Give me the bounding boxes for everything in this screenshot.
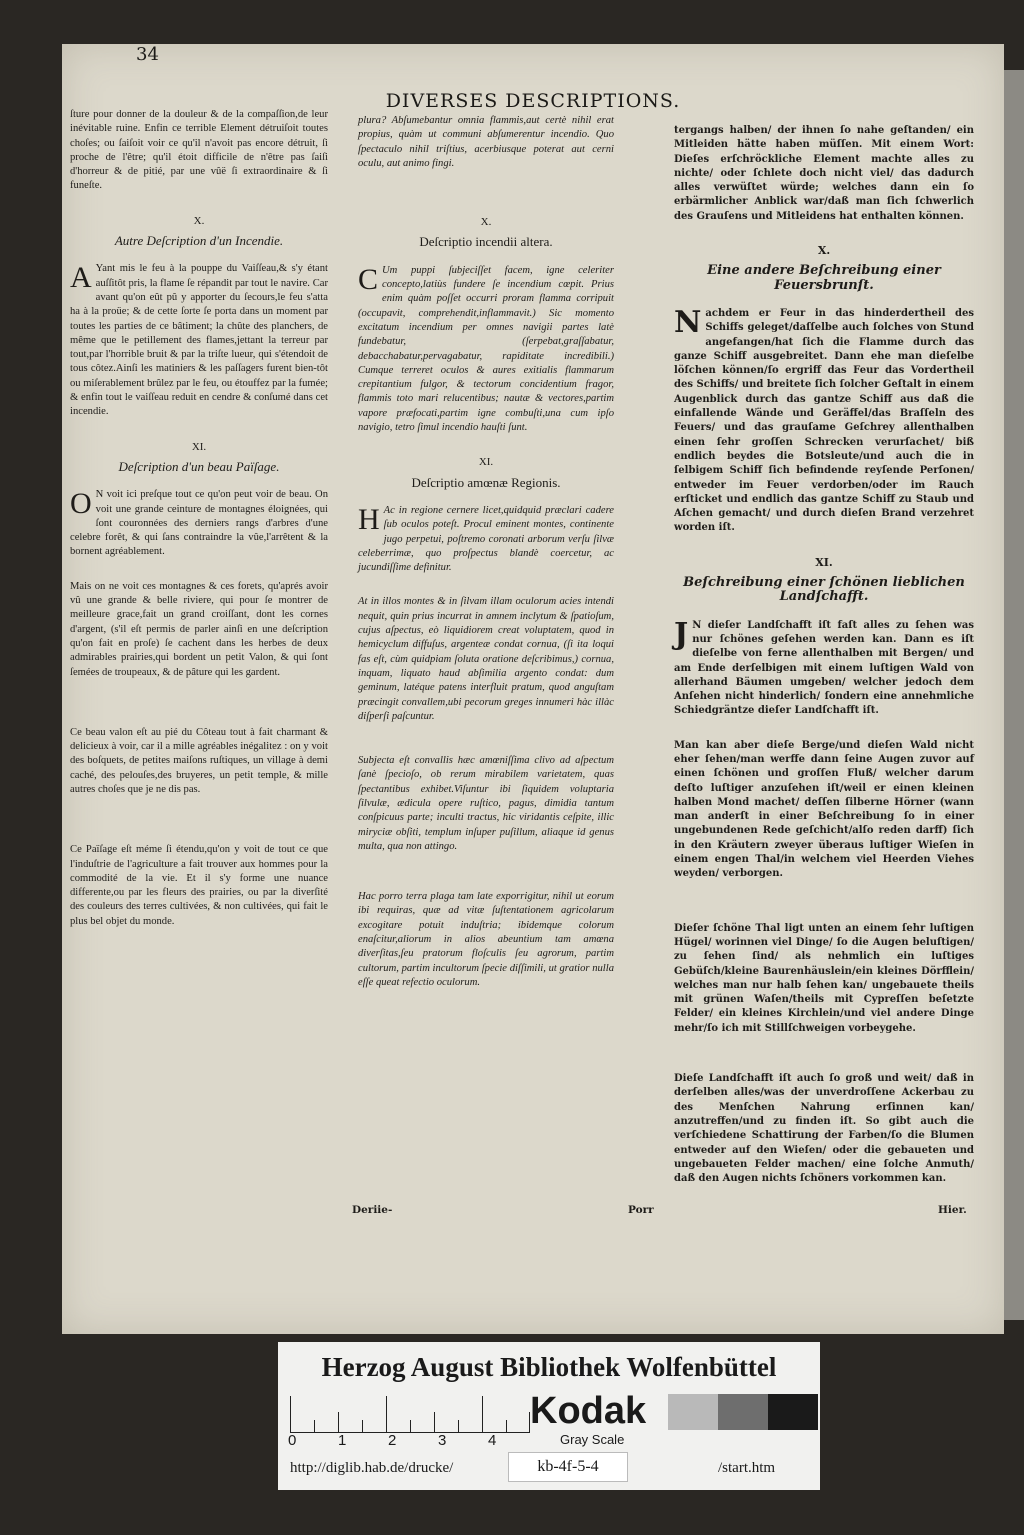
- library-url: http://diglib.hab.de/drucke/: [290, 1460, 454, 1476]
- french-section-x-number: X.: [193, 214, 205, 227]
- german-section-xi-number: XI.: [815, 555, 833, 569]
- start-path: /start.htm: [718, 1460, 776, 1476]
- german-intro: tergangs halben/ der ihnen ſo nahe geſtanden/ ein Mitleiden hätte haben müſſen. Mit einem Wort: Dieſes erſchröckliche Element machte alles zu nichte/ oder ſchlete doch nicht viel/ das dadurch alles verwüſtet würde; welches dann ein ſo erbärmlicher Anblick war/daß man ſich ſchwerlich des Grauſens und Mitleidens hat enthalten können.: [674, 125, 974, 222]
- latin-paragraph-2: At in illos montes & in ſilvam illam oculorum acies intendi nequit, quin prius incurrat in amnem inclytum & ſpatioſum, cujus aſpectus, eò liquidiorem creat voluptatem, quod in hemicyclum diffuſus, argenteæ condat cornua, (ſi ita loqui fas eſt, cùm quidpiam ſoluta oratione deſcribimus,) cornua, inquam, liquato haud abſimilia argento condat: dum geminum, latéque patens interfluit pratum, quod anguſtam præcingit convallem,ubi pecorum greges innumeri hàc illàc diſperſi paſcuntur.: [358, 596, 614, 722]
- french-section-xi-number: XI.: [191, 440, 207, 453]
- french-section-x-title: Autre Deſcription d'un Incendie.: [114, 233, 284, 249]
- gray-swatch-light: [668, 1394, 718, 1430]
- kodak-logo: Kodak: [530, 1390, 647, 1432]
- german-section-xi-title: Beſchreibung einer ſchönen lieblichen Landſchafft.: [683, 575, 965, 605]
- latin-dropcap-h: H: [358, 502, 380, 536]
- scale-number-1: 1: [338, 1432, 347, 1449]
- ruler-scale: [290, 1396, 530, 1433]
- french-paragraph-3: Ce beau valon eſt au pié du Côteau tout à fait charmant & delicieux à voir, car il a mille agréables inégalitez : on y voit des boſquets, de petites maiſons ruſtiques, un village à demi caché, des pelouſes,des bruyeres, un petit temple, & mille autres choſes que je ne dis pas.: [70, 726, 328, 795]
- german-section-x-number: X.: [817, 244, 831, 258]
- french-section-x-text: A Yant mis le feu à la pouppe du Vaiſſeau,& s'y étant auſſitôt pris, la flame ſe répandit par tout le navire. Car avant qu'on eût pû y apporter du ſecours,le feu s'atta ha à la proüe; & de cette ſorte ſe porta dans un moment par toutes les parties de ce bâtiment; la chûte des planchers, de même que le petillement des flames,jettant la terreur par tout,par l'horrible bruit & par la triſte lueur, qui s'étendoit de tous côtez.Ainſi les matiniers & les paſſagers furent bien-tôt ou miſerablement brûlez par le feu, ou étouffez par la fumée; & enfin tout le vaiſſeau reduit en cendre & conſumé dans cet incendie.: [70, 261, 328, 418]
- latin-paragraph-1: H Ac in regione cernere licet,quidquid præclari cadere ſub oculos poteſt. Procul eminent montes, continente jugo perpetui, poſtremo coronati arborum verſu ſilvæ celeberrimæ, quo proſpectus blandè coercetur, ac jucundiſſime definitur.: [358, 502, 614, 574]
- column-french: [70, 109, 328, 949]
- french-catchword: Deriie-: [352, 1204, 393, 1216]
- library-name: Herzog August Bibliothek Wolfenbüttel: [321, 1352, 777, 1382]
- gray-swatch-mid: [718, 1394, 768, 1430]
- scale-number-4: 4: [488, 1432, 497, 1449]
- running-head: DIVERSES DESCRIPTIONS.: [385, 90, 681, 112]
- latin-section-xi-number: XI.: [478, 456, 494, 469]
- latin-section-xi-title: Deſcriptio amœnæ Regionis.: [411, 474, 561, 490]
- latin-section-x-title: Deſcriptio incendii altera.: [419, 234, 553, 250]
- german-dropcap-n: N: [674, 304, 702, 340]
- scale-number-0: 0: [288, 1432, 297, 1449]
- german-catchword: Hier.: [938, 1204, 967, 1216]
- german-section-x-text: Nachdem er Feur in das hinderdertheil des Schiffs geleget/daſſelbe auch ſolches von Stund angefangen/hat ſich die Flamme durch das ganze Schiff ausgebreitet. Dann ehe man dieſelbe löſchen können/ſo ergriff das Feur das Vordertheil des Schiffs/ und breitete ſich ſolcher Geſtalt in einem Augenblick durch das gantze Schiff aus daß die einfallende Wände und Geräffel/das Braſſeln des Feuers/ und das grauſame Geſchrey allenthalben einen ſehr groſſen Schrecken verurſachet/ biß endlich beydes die Botsleute/und auch die in ſelbigem Schiff ſich befindende reyſende Perſonen/ entweder im Feuer verdorben/oder im Rauch erſticket und endlich das gantze Schiff zu Staub und Aſchen gemacht/ und durch dieſen Brand verzehret worden iſt.: [674, 304, 975, 534]
- book-page: [62, 44, 1004, 1334]
- column-german: [674, 125, 975, 1206]
- shelfmark: kb-4f-5-4: [508, 1452, 628, 1482]
- column-latin: [358, 115, 614, 1010]
- scale-number-3: 3: [438, 1432, 447, 1449]
- latin-section-x-number: X.: [480, 216, 492, 229]
- german-paragraph-1: J N dieſer Landſchafft iſt faſt alles zu ſehen was nur ſchönes geſehen werden kan. Dann es iſt dieſelbe von ferne allenthalben mit Bergen/ und am Ende derſelbigen mit einem luſtigen Wald von allerhand Bäumen umgeben/ welcher jedoch dem Anſehen nicht hinderlich/ ſondern eine annehmliche Schiedgräntze dieſer Landſchafft iſt.: [674, 616, 974, 717]
- french-paragraph-2: Mais on ne voit ces montagnes & ces forets, qu'aprés avoir vû une grande & belle riviere, qui pour ſe montrer de meilleure grace,fait un grand croiſſant, dont les cornes d'argent, (s'il eſt permis de parler ainſi en une deſcription qu'on fait en proſe) ſe cachent dans les herbes de deux admirables prairies,qui bordent un petit Valon, & qui ſont ſemées de troupeaux, & de pâture qui les gardent.: [70, 580, 328, 678]
- german-paragraph-4: Dieſe Landſchafft iſt auch ſo groß und weit/ daß in derſelben alles/was der unverdroſſene Ackerbau zu des Menſchen Nahrung erſinnen kan/ anzutreffen/und zu finden iſt. So gibt auch die verſchiedene Schattirung der Farben/ſo die Blumen entweder auf den Wieſen/ oder die gebaueten und ungebaueten Felder machen/ eine ſolche Anmuth/ daß den Augen nichts ſchöners vorkommen kan.: [674, 1073, 974, 1185]
- french-dropcap-o: O: [70, 487, 92, 521]
- french-section-xi-title: Deſcription d'un beau Païſage.: [118, 458, 280, 474]
- latin-dropcap-c: C: [358, 262, 379, 296]
- gray-scale-label: Gray Scale: [560, 1432, 625, 1447]
- german-paragraph-2: Man kan aber dieſe Berge/und dieſen Wald nicht eher ſehen/man werffe dann ſeine Augen zuvor auf einen ſchönen und groſſen Fluß/ welcher darum deſto luſtiger anzuſehen iſt/weil er einen kleinen halben Mond machet/ deſſen ſilberne Hörner (wann man anderſt in einer Beſchreibung ſo in einer ungebundenen Rede geſchicht/alſo reden darff) ſich in den Kräutern zweyer überaus luſtiger Wieſen in einem engen Thal/in welchem viel Heerden Viehes weyden/ verborgen.: [674, 739, 974, 880]
- french-intro: ſture pour donner de la douleur & de la compaſſion,de leur inévitable ruine. Enfin ce terrible Element détruiſoit toutes choſes; ou ſaiſoit voir ce qu'il n'avoit pas encore détruit, ſi proche de l'être; qu'il étoit difficile de n'être pas ſaiſi d'horreur & de pitié, par une vûë ſi extraordinaire & ſi funeſte.: [70, 109, 328, 192]
- scale-number-2: 2: [388, 1432, 397, 1449]
- adjacent-page-edge: [1004, 70, 1024, 1320]
- french-paragraph-1: O N voit ici preſque tout ce qu'on peut voir de beau. On voit une grande ceinture de montagnes éloignées, qui ſont couronnées des derniers rangs d'arbres d'une celebre forêt, & qui ſans contraindre la vûe,l'arrêtent & la bornent agréablement.: [70, 487, 328, 558]
- german-dropcap-j: J: [674, 616, 689, 652]
- library-scan-card: [278, 1342, 820, 1490]
- latin-catchword: Porr: [628, 1204, 654, 1216]
- latin-section-x-text: C Um puppi ſubjeciſſet facem, igne celeriter concepto,latiùs fundere ſe incendium cœpit. Prius enim quàm poſſet occurri proram flamma corripuit (occupavit, comprehendit,inflammavit.) Sic momento excitatum incendium per omnes navigii partes latè fundebatur, (ſerpebat,graſſabatur, debacchabatur,pervagabatur, rapiditate incredibili.) Cumque terreret oculos & aures exitialis flammarum crepitantium fulgor, & tectorum concidentium fragor, flammis toto mari relucentibus; nautæ & vectores,partim vapore præfocati,partim igne combuſti,una cum ipſo navigio, tetro ſimul incendio hauſti ſunt.: [358, 262, 614, 434]
- gray-swatch-dark: [768, 1394, 818, 1430]
- german-paragraph-3: Dieſer ſchöne Thal ligt unten an einem ſehr luſtigen Hügel/ worinnen viel Dinge/ ſo die Augen beluſtigen/ zu ſehen ſind/ als nehmlich ein luſtiges Gebüſch/kleine Baurenhäuslein/ein kleines Dörfflein/ welches man nur halb ſehen kan/ ungebauete theils mit grünen Waſen/theils mit Cypreſſen beſetzte Felder/ ein kleines Kirchlein/und viel andere Dinge mehr/ſo ich mit Stillſchweigen vorbeygehe.: [674, 922, 974, 1034]
- french-dropcap-a: A: [70, 261, 92, 295]
- latin-intro: plura? Abſumebantur omnia flammis,aut certè nihil erat propius, quàm ut communi abſumerentur incendio. Quo ſpectaculo nihil triſtius, acerbiusque poterat aut cerni oculu, aut animo fingi.: [358, 115, 614, 169]
- latin-paragraph-3: Subjecta eſt convallis hæc amœniſſima clivo ad aſpectum ſanè ſpecioſo, ob rerum mirabilem varietatem, quas ſpectantibus exhibet.Viſuntur ibi ſiquidem voluptaria ſilvulæ, ædicula opere ruſtico, pagus, dimidia tantum conſpicuus parte; inculti tractus, hic viridantis ceſpite, illic miryciæ obſiti, templum inſuper puſillum, aliaque id genus multa, qua non attingo.: [358, 755, 614, 852]
- latin-paragraph-4: Hac porro terra plaga tam late exporrigitur, nihil ut eorum ibi requiras, quæ ad vitæ ſuſtentationem agricolarum excogitare potuit induſtria; ibidemque colorum enaſcitur,aliorum in alios abeuntium tam amœna diverſitas,ſeu pratorum floſculis ſeu agrorum, partim cultorum, partim incultorum ſpecie diſſimili, ut gratior nulla eſſe queat refectio oculorum.: [358, 891, 614, 988]
- french-paragraph-4: Ce Païſage eſt méme ſi étendu,qu'on y voit de tout ce que l'induſtrie de l'agriculture a fait trouver aux hommes pour la commodité de la vie. Et il s'y forme une nuance differente,ou par les fleurs des prairies, ou par la diverſité des couleurs des terres cultivées, & non cultivées, qui fait le plus bel objet du monde.: [70, 844, 328, 927]
- page-number: 34: [136, 44, 159, 65]
- german-section-x-title: Eine andere Beſchreibung einer Feuersbrunſt.: [707, 263, 941, 293]
